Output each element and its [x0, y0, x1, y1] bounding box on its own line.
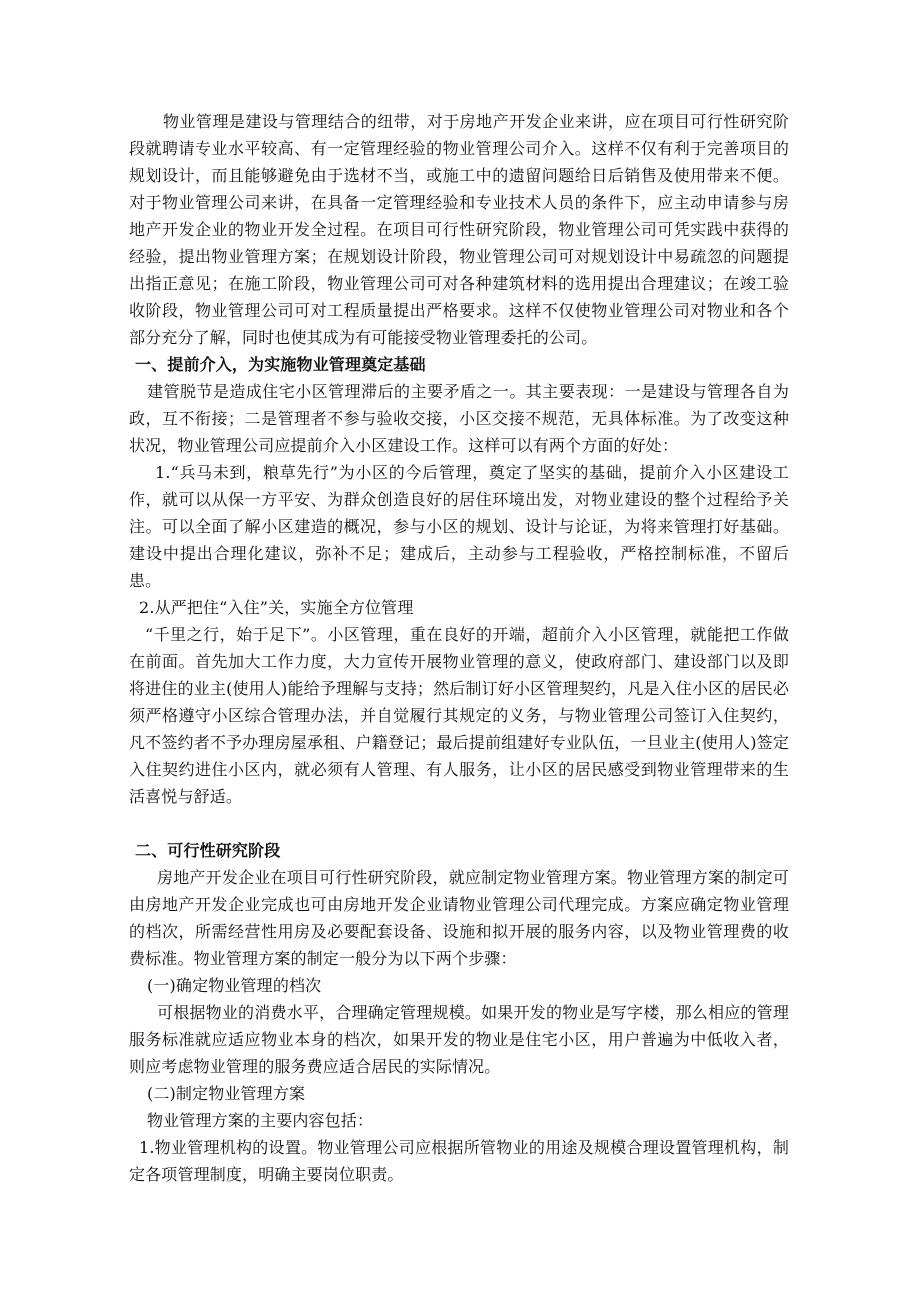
section2-sub1-body: 可根据物业的消费水平，合理确定管理规模。如果开发的物业是写字楼，那么相应的管理服务标准就应适应物业本身的档次，如果开发的物业是住宅小区，用户普遍为中低收入者，则应考虑物业管理的服务费应适合居民的实际情况。 — [129, 1003, 789, 1076]
intro-paragraph: 物业管理是建设与管理结合的纽带，对于房地产开发企业来讲，应在项目可行性研究阶段就聘请专业水平较高、有一定管理经验的物业管理公司介入。这样不仅有利于完善项目的规划设计，而且能够避免由于选材不当，或施工中的遗留问题给日后销售及使用带来不便。对于物业管理公司来讲，在具备一定管理经验和专业技术人员的条件下，应主动申请参与房地产开发企业的物业开发全过程。在项目可行性研究阶段，物业管理公司可凭实践中获得的经验，提出物业管理方案；在规划设计阶段，物业管理公司可对规划设计中易疏忽的问题提出指正意见；在施工阶段，物业管理公司可对各种建筑材料的选用提出合理建议；在竣工验收阶段，物业管理公司可对工程质量提出严格要求。这样不仅使物业管理公司对物业和各个部分充分了解，同时也使其成为有可能接受物业管理委托的公司。 — [129, 112, 789, 347]
section1-item2-title: 2.从严把住“入住”关，实施全方位管理 — [139, 598, 414, 617]
document-body — [129, 108, 789, 1188]
section2-sub2-item1: 1.物业管理机构的设置。物业管理公司应根据所管物业的用途及规模合理设置管理机构，制定各项管理制度，明确主要岗位职责。 — [129, 1138, 789, 1184]
section2-sub2-intro: 物业管理方案的主要内容包括： — [147, 1111, 374, 1130]
section2-heading: 二、可行性研究阶段 — [135, 841, 281, 860]
section2-paragraph: 房地产开发企业在项目可行性研究阶段，就应制定物业管理方案。物业管理方案的制定可由房地产开发企业完成也可由房地开发企业请物业管理公司代理完成。方案应确定物业管理的档次，所需经营性用房及必要配套设备、设施和拟开展的服务内容，以及物业管理费的收费标准。物业管理方案的制定一般分为以下两个步骤： — [129, 868, 789, 968]
section1-heading: 一、提前介入，为实施物业管理奠定基础 — [135, 355, 426, 374]
blank-line — [129, 810, 789, 837]
section2-sub1-title: (一)确定物业管理的档次 — [147, 976, 322, 995]
section1-item2-body: “千里之行，始于足下”。小区管理，重在良好的开端，超前介入小区管理，就能把工作做在前面。首先加大工作力度，大力宣传开展物业管理的意义，使政府部门、建设部门以及即将进住的业主(使用人)能给予理解与支持；然后制订好小区管理契约，凡是入住小区的居民必须严格遵守小区综合管理办法，并自觉履行其规定的义务，与物业管理公司签订入住契约，凡不签约者不予办理房屋承租、户籍登记；最后提前组建好专业队伍，一旦业主(使用人)签定入住契约进住小区内，就必须有人管理、有人服务，让小区的居民感受到物业管理带来的生活喜悦与舒适。 — [129, 625, 789, 806]
section2-sub2-title: (二)制定物业管理方案 — [147, 1084, 306, 1103]
section1-item1: 1.“兵马未到，粮草先行”为小区的今后管理，奠定了坚实的基础，提前介入小区建设工作，就可以从保一方平安、为群众创造良好的居住环境出发，对物业建设的整个过程给予关注。可以全面了解小区建造的概况，参与小区的规划、设计与论证，为将来管理打好基础。建设中提出合理化建议，弥补不足；建成后，主动参与工程验收，严格控制标准，不留后患。 — [129, 463, 789, 590]
section1-paragraph: 建管脱节是造成住宅小区管理滞后的主要矛盾之一。其主要表现：一是建设与管理各自为政，互不衔接；二是管理者不参与验收交接，小区交接不规范，无具体标准。为了改变这种状况，物业管理公司应提前介入小区建设工作。这样可以有两个方面的好处： — [129, 382, 789, 455]
